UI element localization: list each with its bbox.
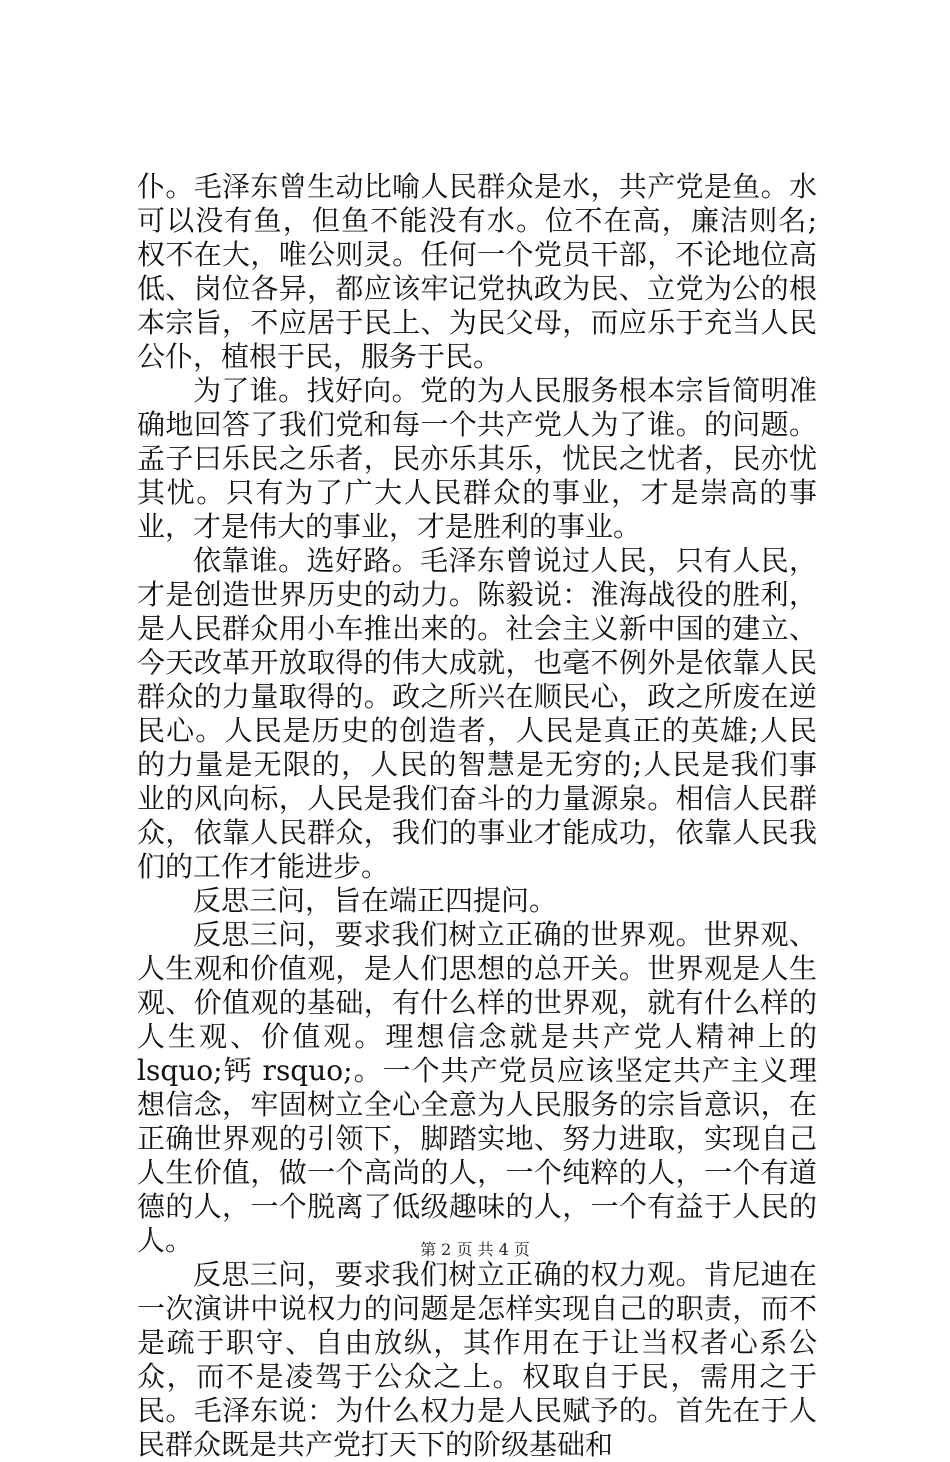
page-number-footer: 第 2 页 共 4 页 xyxy=(420,1240,530,1259)
paragraph-4: 反思三问，旨在端正四提问。 xyxy=(193,884,558,917)
paragraph-6: 反思三问，要求我们树立正确的权力观。肯尼迪在一次演讲中说权力的问题是怎样实现自己的职责，而不是疏于职守、自由放纵，其作用在于让当权者心系公众，而不是凌驾于公众之上。权取自于民，需用之于民。毛泽东说：为什么权力是人民赋予的。首先在于人民群众既是共产党打天下的阶级基础和 xyxy=(137,1258,817,1461)
document-body xyxy=(137,170,817,1462)
paragraph-5: 反思三问，要求我们树立正确的世界观。世界观、人生观和价值观，是人们思想的总开关。世界观是人生观、价值观的基础，有什么样的世界观，就有什么样的人生观、价值观。理想信念就是共产党人精神上的 lsquo;钙 rsquo;。一个共产党员应该坚定共产主义理想信念，牢固树立全心全意为人民服务的宗旨意识，在正确世界观的引领下，脚踏实地、努力进取，实现自己人生价值，做一个高尚的人，一个纯粹的人，一个有道德的人，一个脱离了低级趣味的人，一个有益于人民的人。 xyxy=(137,918,817,1257)
paragraph-3: 依靠谁。选好路。毛泽东曾说过人民，只有人民，才是创造世界历史的动力。陈毅说：淮海战役的胜利，是人民群众用小车推出来的。社会主义新中国的建立、今天改革开放取得的伟大成就，也毫不例外是依靠人民群众的力量取得的。政之所兴在顺民心，政之所废在逆民心。人民是历史的创造者，人民是真正的英雄;人民的力量是无限的，人民的智慧是无穷的;人民是我们事业的风向标，人民是我们奋斗的力量源泉。相信人民群众，依靠人民群众，我们的事业才能成功，依靠人民我们的工作才能进步。 xyxy=(137,544,817,883)
paragraph-1: 仆。毛泽东曾生动比喻人民群众是水，共产党是鱼。水可以没有鱼，但鱼不能没有水。位不在高，廉洁则名;权不在大，唯公则灵。任何一个党员干部，不论地位高低、岗位各异，都应该牢记党执政为民、立党为公的根本宗旨，不应居于民上、为民父母，而应乐于充当人民公仆，植根于民，服务于民。 xyxy=(137,170,817,373)
paragraph-2: 为了谁。找好向。党的为人民服务根本宗旨简明准确地回答了我们党和每一个共产党人为了谁。的问题。孟子曰乐民之乐者，民亦乐其乐，忧民之忧者，民亦忧其忧。只有为了广大人民群众的事业，才是崇高的事业，才是伟大的事业，才是胜利的事业。 xyxy=(137,374,817,543)
